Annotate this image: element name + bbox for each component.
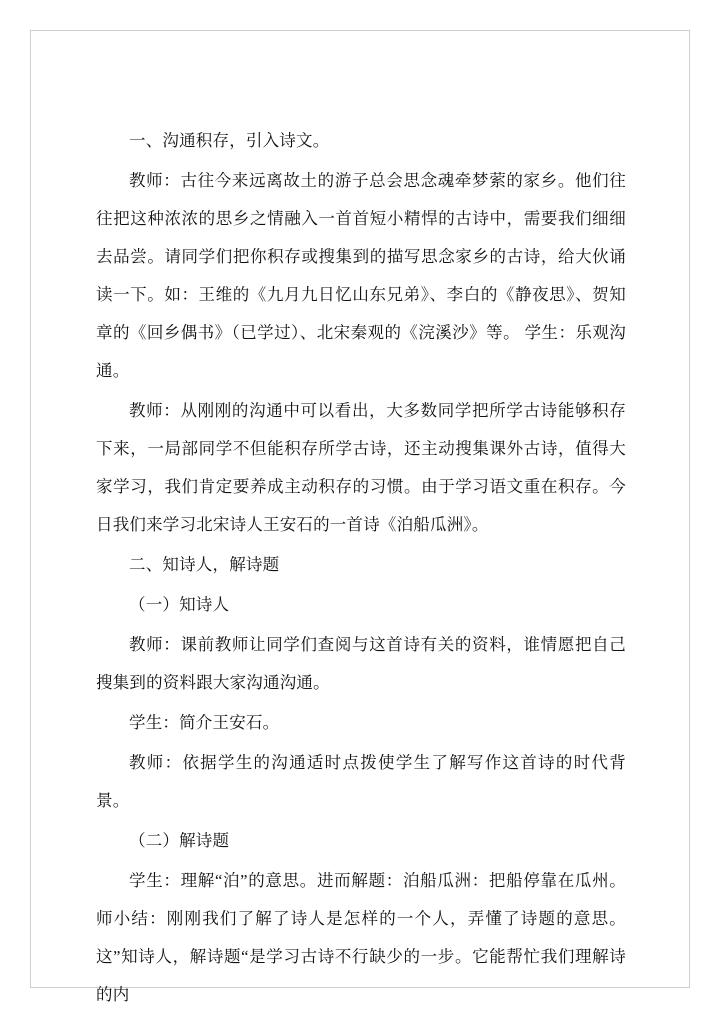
paragraph-teacher-research: 教师：课前教师让同学们查阅与这首诗有关的资料，谁情愿把自己搜集到的资料跟大家沟通沟通。 — [96, 635, 626, 692]
paragraph-teacher-intro: 教师：古往今来远离故土的游子总会思念魂牵梦萦的家乡。他们往往把这种浓浓的思乡之情融入一首首短小精悍的古诗中，需要我们细细去品尝。请同学们把你积存或搜集到的描写思念家乡的古诗，给大伙诵读一下。如：王维的《九月九日忆山东兄弟》、李白的《静夜思》、贺知章的《回乡偶书》（已学过）、北宋秦观的《浣溪沙》等。 学生：乐观沟通。 — [96, 171, 626, 380]
paragraph-student-intro: 学生：简介王安石。 — [129, 713, 280, 732]
paragraph-sub-heading-one: （一）知诗人 — [129, 595, 230, 614]
paragraph-sub-heading-two: （二）解诗题 — [129, 831, 230, 850]
paragraph-teacher-background: 教师：依据学生的沟通适时点拨使学生了解写作这首诗的时代背景。 — [96, 753, 626, 810]
paragraph-heading-one: 一、沟通积存，引入诗文。 — [129, 131, 330, 150]
document-body — [96, 122, 626, 1016]
paragraph-teacher-summary: 教师：从刚刚的沟通中可以看出，大多数同学把所学古诗能够积存下来，一局部同学不但能积存所学古诗，还主动搜集课外古诗，值得大家学习，我们肯定要养成主动积存的习惯。由于学习语文重在积存。今日我们来学习北宋诗人王安石的一首诗《泊船瓜洲》。 — [96, 401, 626, 534]
paragraph-heading-two: 二、知诗人，解诗题 — [129, 555, 280, 574]
paragraph-student-understanding: 学生：理解“泊”的意思。进而解题：泊船瓜洲：把船停靠在瓜州。师小结：刚刚我们了解了诗人是怎样的一个人，弄懂了诗题的意思。这”知诗人，解诗题“是学习古诗不行缺少的一步。它能帮忙我们理解诗的内 — [96, 871, 626, 1004]
